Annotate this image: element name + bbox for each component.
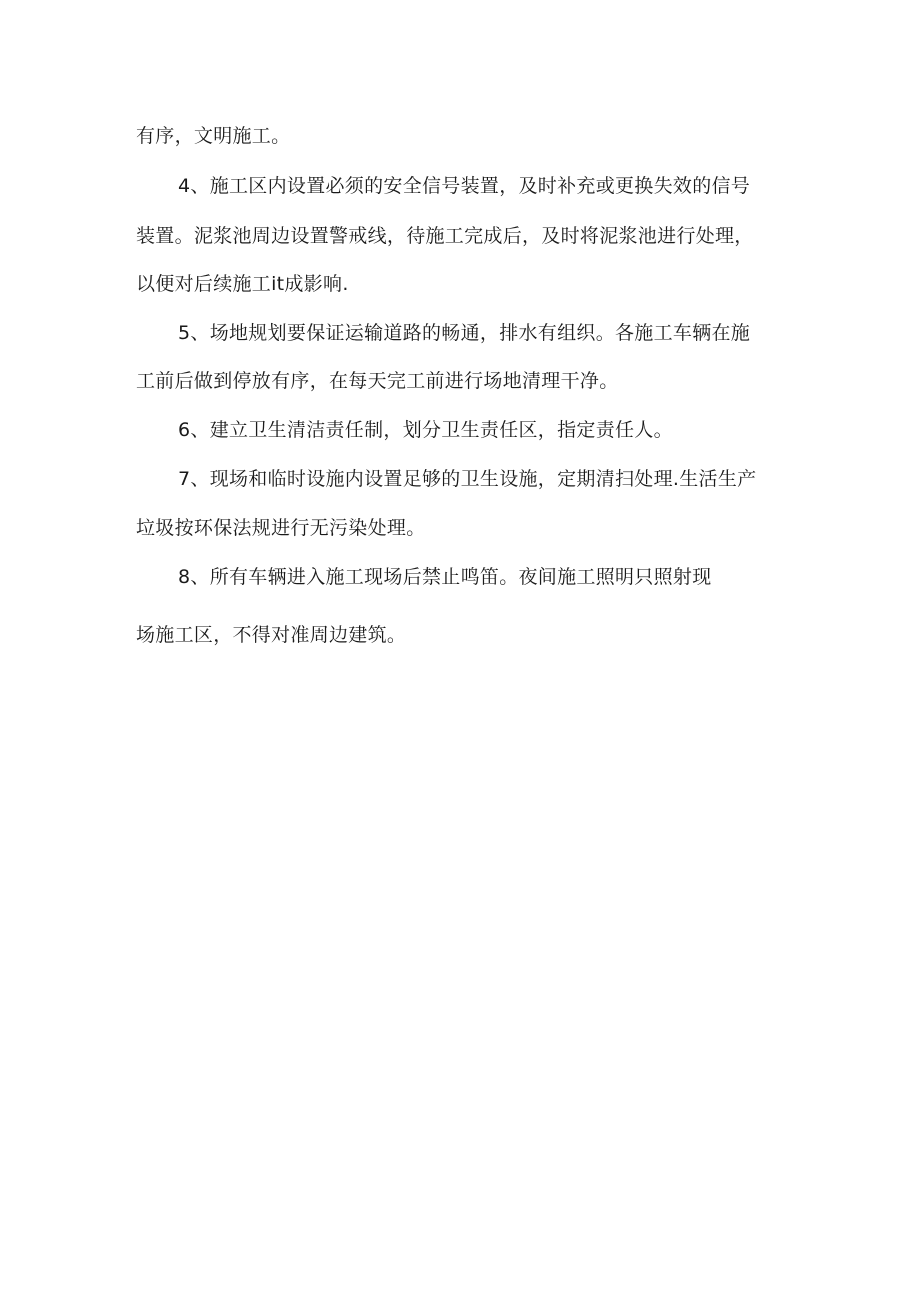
paragraph-4-line-2: 装置。泥浆池周边设置警戒线，待施工完成后，及时将泥浆池进行处理， — [136, 225, 754, 247]
paragraph-8-line-1: 8、所有车辆进入施工现场后禁止鸣笛。夜间施工照明只照射现 — [178, 566, 712, 588]
paragraph-line: 有序，文明施工。 — [136, 125, 291, 147]
paragraph-6-line-1: 6、建立卫生清洁责任制，划分卫生责任区，指定责任人。 — [178, 419, 673, 441]
paragraph-4-line-3: 以便对后续施工it成影响. — [136, 273, 349, 295]
paragraph-7-line-1: 7、现场和临时设施内设置足够的卫生设施，定期清扫处理.生活生产 — [178, 468, 757, 490]
paragraph-8-line-2: 场施工区，不得对准周边建筑。 — [136, 624, 407, 646]
paragraph-7-line-2: 垃圾按环保法规进行无污染处理。 — [136, 517, 426, 539]
paragraph-5-line-2: 工前后做到停放有序，在每天完工前进行场地清理干净。 — [136, 370, 619, 392]
paragraph-4-line-1: 4、施工区内设置必须的安全信号装置，及时补充或更换失效的信号 — [178, 175, 751, 197]
paragraph-5-line-1: 5、场地规划要保证运输道路的畅通，排水有组织。各施工车辆在施 — [178, 322, 751, 344]
